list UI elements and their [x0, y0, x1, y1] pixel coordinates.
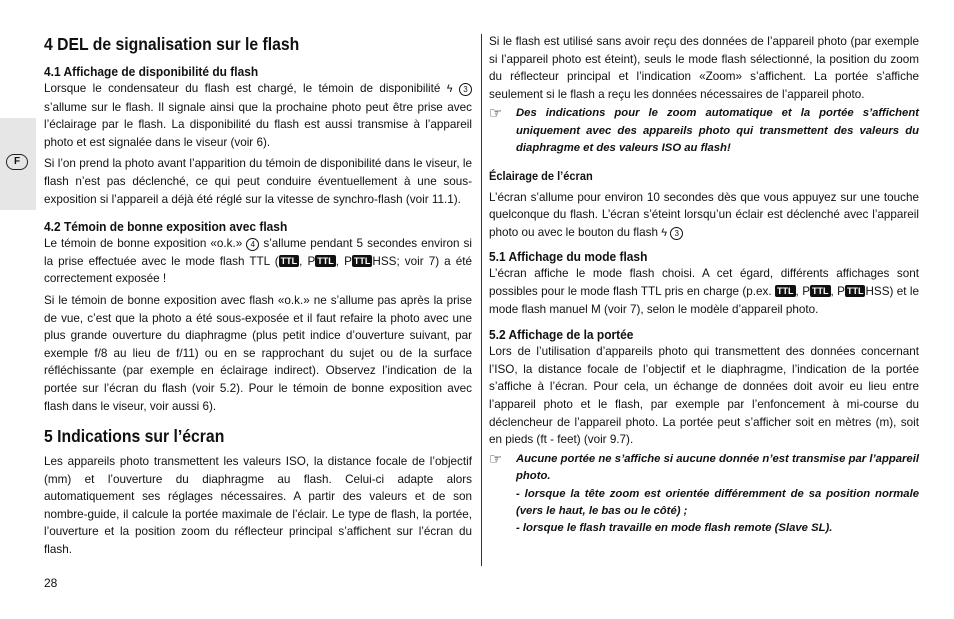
paragraph-eclairage	[489, 189, 919, 243]
section-4-heading: 4 DEL de signalisation sur le flash	[44, 34, 300, 54]
note-1	[489, 105, 919, 157]
ttl-badge-icon: TTL	[846, 285, 864, 296]
flash-bolt-icon: ϟ	[446, 83, 453, 95]
right-column	[489, 33, 919, 538]
ttl-badge-icon: TTL	[353, 255, 371, 266]
paragraph-4-2-a-text-2: s’allume pendant 5 secondes environ si la prise effectuée avec le mode flash TTL (	[44, 237, 472, 268]
note-2	[489, 451, 919, 538]
flash-bolt-icon: ϟ	[661, 226, 668, 239]
paragraph-5-1-text-2: , P	[795, 284, 810, 298]
circled-number-4: 4	[246, 238, 259, 251]
note-1-text: Des indications pour le zoom automatique et la portée s’affichent uniquement avec des appareils photo qui transmettent des valeurs du diaphragme et des valeurs ISO au flash!	[516, 107, 919, 155]
paragraph-eclairage-text: L’écran s’allume pour environ 10 secondes dès que vous appuyez sur une touche quelconque du flash. L’écran s’éteint lorsqu’un éclair est déclenché avec l’appareil photo ou avec le bouton du flash	[489, 190, 919, 239]
paragraph-5-1-text-1: L’écran affiche le mode flash choisi. A cet égard, différents affichages sont possibles pour le mode flash TTL pris en charge (p.ex.	[489, 267, 919, 298]
note-2-item-remote: - lorsque le flash travaille en mode flash remote (Slave SL).	[516, 522, 833, 535]
paragraph-5-1	[489, 265, 919, 318]
paragraph-4-2-a-text-4: , P	[335, 254, 352, 268]
paragraph-4-2-a-text-5: HSS; voir 7) a été correctement exposée !	[44, 254, 472, 286]
paragraph-4-2-a-text-1: Le témoin de bonne exposition «o.k.»	[44, 237, 243, 251]
ttl-badge-icon: TTL	[777, 285, 794, 296]
section-4-1-heading: 4.1 Affichage de disponibilité du flash	[44, 64, 259, 79]
circled-number-3: 3	[459, 83, 472, 96]
pointing-hand-icon: ☞	[489, 450, 503, 468]
circled-number-3: 3	[670, 227, 683, 240]
paragraph-4-1-a-text-1: Lorsque le condensateur du flash est chargé, le témoin de disponibilité	[44, 82, 441, 95]
column-divider	[481, 34, 482, 566]
section-5-heading: 5 Indications sur l’écran	[44, 426, 225, 447]
paragraph-4-2-a-text-3: , P	[299, 254, 316, 268]
language-tab-badge: F	[6, 154, 28, 170]
paragraph-4-2-b: Si le témoin de bonne exposition avec flash «o.k.» ne s’allume pas après la prise de vue, c’est que la photo a été sous-exposée et il faut refaire la photo avec une plus grande ouverture du diaphragme (plus petit indice d’ouverture suivant, par exemple f/8 au lieu de f/11) ou en se rapprochant du sujet ou de la surface réfléchissante (par exemple en éclairage indirect). Observez l’indication de la portée sur l’écran du flash (voir 5.2). Pour le témoin de bonne exposition avec flash dans le viseur, voir aussi 6).	[44, 293, 472, 413]
paragraph-4-1-b: Si l’on prend la photo avant l’apparition du témoin de disponibilité dans le viseur, le flash n’est pas déclenché, ce qui peut conduire éventuellement à une sous-exposition si l’appareil a déjà été réglé sur la vitesse de synchro-flash (voir 11.1).	[44, 157, 472, 206]
eclairage-heading: Éclairage de l’écran	[489, 168, 593, 183]
paragraph-5-1-text-4: HSS) et le mode flash manuel M (voir 7), selon le modèle d’appareil photo.	[489, 284, 920, 316]
paragraph-4-1-a-text-2: s’allume sur le flash. Il signale ainsi que la prochaine photo peut être prise avec l’éclairage par le flash. La disponibilité du flash est aussi transmise à l’appareil photo et est signalée dans le viseur (voir 6).	[44, 100, 472, 149]
paragraph-5-2: Lors de l’utilisation d’appareils photo qui transmettent des données concernant l’ISO, la distance focale de l’objectif et le diaphragme, l’indication de la portée s’affiche à l’écran. Pour cela, un échange de données doit avoir eu lieu entre l’appareil photo et le flash, par exemple par l’enfoncement à mi-course du déclencheur de l’appareil photo. La portée peut s’afficher soit en mètres (m), soit en pieds (ft - feet) (voir 9.7).	[489, 345, 919, 447]
left-column	[44, 33, 472, 559]
paragraph-5: Les appareils photo transmettent les valeurs ISO, la distance focale de l’objectif (mm) et l’ouverture du diaphragme au flash. Celui-ci adapte alors automatiquement ses réglages nécessaires. A partir des valeurs et de son nombre-guide, il calcule la portée maximale de l’éclair. Le type de flash, la portée, l’ouverture et la position zoom du réflecteur principal s’affichent sur l’écran du flash.	[44, 455, 472, 557]
ttl-badge-icon: TTL	[812, 285, 829, 296]
paragraph-4-2-a	[44, 235, 472, 288]
page-number: 28	[44, 576, 58, 590]
paragraph-4-1-a	[44, 80, 472, 151]
note-2-item-zoom-head: - lorsque la tête zoom est orientée différemment de sa position normale (vers le haut, le bas ou le côté) ;	[516, 487, 919, 517]
paragraph-intro: Si le flash est utilisé sans avoir reçu des données de l’appareil photo (par exemple si l’appareil photo est éteint), seuls le mode flash sélectionné, la position du zoom du réflecteur principal et l’indication «Zoom» s’affichent. La portée s’affiche seulement si le flash a reçu les données nécessaires de l’appareil photo.	[489, 35, 919, 101]
paragraph-5-1-text-3: , P	[830, 284, 845, 298]
section-5-2-heading: 5.2 Affichage de la portée	[489, 327, 634, 343]
section-5-1-heading: 5.1 Affichage du mode flash	[489, 249, 648, 265]
pointing-hand-icon: ☞	[489, 105, 503, 123]
ttl-badge-icon: TTL	[317, 255, 334, 266]
section-4-2-heading: 4.2 Témoin de bonne exposition avec flash	[44, 219, 288, 235]
note-2-text: Aucune portée ne s’affiche si aucune donnée n’est transmise par l’appareil photo.	[516, 452, 919, 483]
ttl-badge-icon: TTL	[280, 255, 298, 266]
